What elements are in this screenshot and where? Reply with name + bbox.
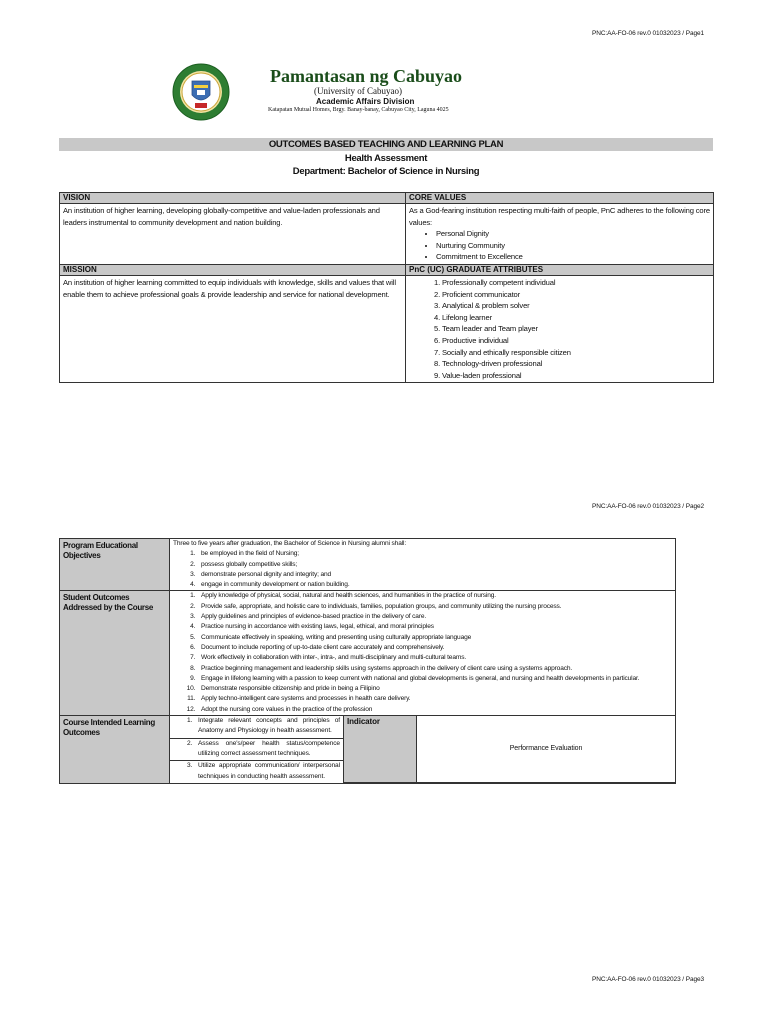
list-item: 9. Value-laden professional: [442, 370, 710, 382]
graduate-attributes-heading: PnC (UC) GRADUATE ATTRIBUTES: [406, 264, 714, 275]
vision-heading: VISION: [60, 193, 406, 204]
page-reference: PNC:AA-FO-06 rev.0 01032023 / Page1: [592, 30, 704, 37]
course-title: Health Assessment: [344, 153, 428, 164]
list-item: 3. Analytical & problem solver: [442, 300, 710, 312]
clo-label: Course Intended Learning Outcomes: [60, 716, 170, 784]
student-outcomes-list: [173, 591, 672, 715]
list-item: 2. possess globally competitive skills;: [197, 560, 672, 570]
list-item: 6. Productive individual: [442, 335, 710, 347]
list-item: 1. Apply knowledge of physical, social, natural and health sciences, and humanities in the practice of nursing.: [197, 591, 672, 601]
outcomes-table: [59, 538, 676, 784]
university-address: Katapatan Mutual Homes, Brgy. Banay-banay, Cabuyao City, Laguna 4025: [268, 107, 449, 113]
mission-heading: MISSION: [60, 264, 406, 275]
list-item: 4. Practice nursing in accordance with existing laws, legal, ethical, and moral principles: [197, 622, 672, 632]
clo-item: [170, 738, 344, 761]
clo-item: [170, 716, 344, 738]
graduate-attributes-list: [409, 277, 710, 381]
list-item: 2. Provide safe, appropriate, and holistic care to individuals, families, population groups, and community utilizing the nursing process.: [197, 602, 672, 612]
vision-mission-table: [59, 192, 714, 383]
graduate-attributes-cell: [406, 275, 714, 382]
page-reference: PNC:AA-FO-06 rev.0 01032023 / Page2: [592, 503, 704, 510]
core-values-cell: [406, 204, 714, 265]
list-item: 4. engage in community development or nation building.: [197, 580, 672, 590]
student-outcomes-cell: [170, 591, 676, 716]
department-title: Department: Bachelor of Science in Nursing: [292, 166, 480, 177]
list-item: 1. be employed in the field of Nursing;: [197, 549, 672, 559]
list-item: 10. Demonstrate responsible citizenship and pride in being a Filipino: [197, 684, 672, 694]
university-subtitle: (University of Cabuyao): [314, 86, 402, 96]
list-item: 3. demonstrate personal dignity and integrity; and: [197, 570, 672, 580]
list-item: 3. Utilize appropriate communication/ interpersonal techniques in conducting health assessment.: [194, 761, 340, 782]
core-values-list: [409, 228, 710, 263]
clo-item: [170, 761, 344, 783]
student-outcomes-label: Student Outcomes Addressed by the Course: [60, 591, 170, 716]
list-item: 11. Apply techno-intelligent care systems and processes in health care delivery.: [197, 694, 672, 704]
page-reference: PNC:AA-FO-06 rev.0 01032023 / Page3: [592, 976, 704, 983]
university-name: Pamantasan ng Cabuyao: [270, 66, 463, 86]
list-item: 2. Proficient communicator: [442, 289, 710, 301]
clo-table: [170, 716, 675, 783]
list-item: 8. Practice beginning management and leadership skills using systems approach in the delivery of client care using a systems approach.: [197, 664, 672, 674]
peo-label: Program Educational Objectives: [60, 539, 170, 591]
division-name: Academic Affairs Division: [316, 97, 415, 106]
list-item: 7. Socially and ethically responsible citizen: [442, 347, 710, 359]
list-item: 5. Team leader and Team player: [442, 323, 710, 335]
list-item: 8. Technology-driven professional: [442, 358, 710, 370]
peo-cell: [170, 539, 676, 591]
document-title: OUTCOMES BASED TEACHING AND LEARNING PLAN: [268, 139, 504, 150]
indicator-label: Indicator: [344, 716, 417, 783]
list-item: 7. Work effectively in collaboration with inter-, intra-, and multi-disciplinary and multi-cultural teams.: [197, 653, 672, 663]
list-item: • Commitment to Excellence: [436, 251, 710, 263]
core-values-heading: CORE VALUES: [406, 193, 714, 204]
vision-text: An institution of higher learning, developing globally-competitive and value-laden professionals and leaders instrumental to community development and nation building.: [60, 204, 406, 265]
list-item: 5. Communicate effectively in speaking, writing and presenting using culturally appropriate language: [197, 633, 672, 643]
list-item: 6. Document to include reporting of up-to-date client care accurately and comprehensively.: [197, 643, 672, 653]
list-item: 12. Adopt the nursing core values in the practice of the profession: [197, 705, 672, 715]
core-values-intro: As a God-fearing institution respecting multi-faith of people, PnC adheres to the following core values:: [409, 206, 710, 227]
list-item: 4. Lifelong learner: [442, 312, 710, 324]
list-item: • Nurturing Community: [436, 240, 710, 252]
clo-cell: [170, 716, 676, 784]
list-item: 1. Professionally competent individual: [442, 277, 710, 289]
performance-evaluation: Performance Evaluation: [417, 716, 676, 783]
peo-intro: Three to five years after graduation, the Bachelor of Science in Nursing alumni shall:: [173, 540, 407, 547]
list-item: 3. Apply guidelines and principles of evidence-based practice in the delivery of care.: [197, 612, 672, 622]
list-item: 2. Assess one's/peer health status/competence utilizing correct assessment techniques.: [194, 739, 340, 760]
university-seal-logo: [172, 63, 230, 121]
list-item: • Personal Dignity: [436, 228, 710, 240]
mission-text: An institution of higher learning committed to equip individuals with knowledge, skills and values that will enable them to achieve professional goals & provide leadership and service for national development.: [60, 275, 406, 382]
peo-list: [173, 549, 672, 590]
list-item: 1. Integrate relevant concepts and principles of Anatomy and Physiology in health assessment.: [194, 716, 340, 737]
list-item: 9. Engage in lifelong learning with a passion to keep current with national and global developments is general, and nursing and health developments in particular.: [197, 674, 672, 684]
